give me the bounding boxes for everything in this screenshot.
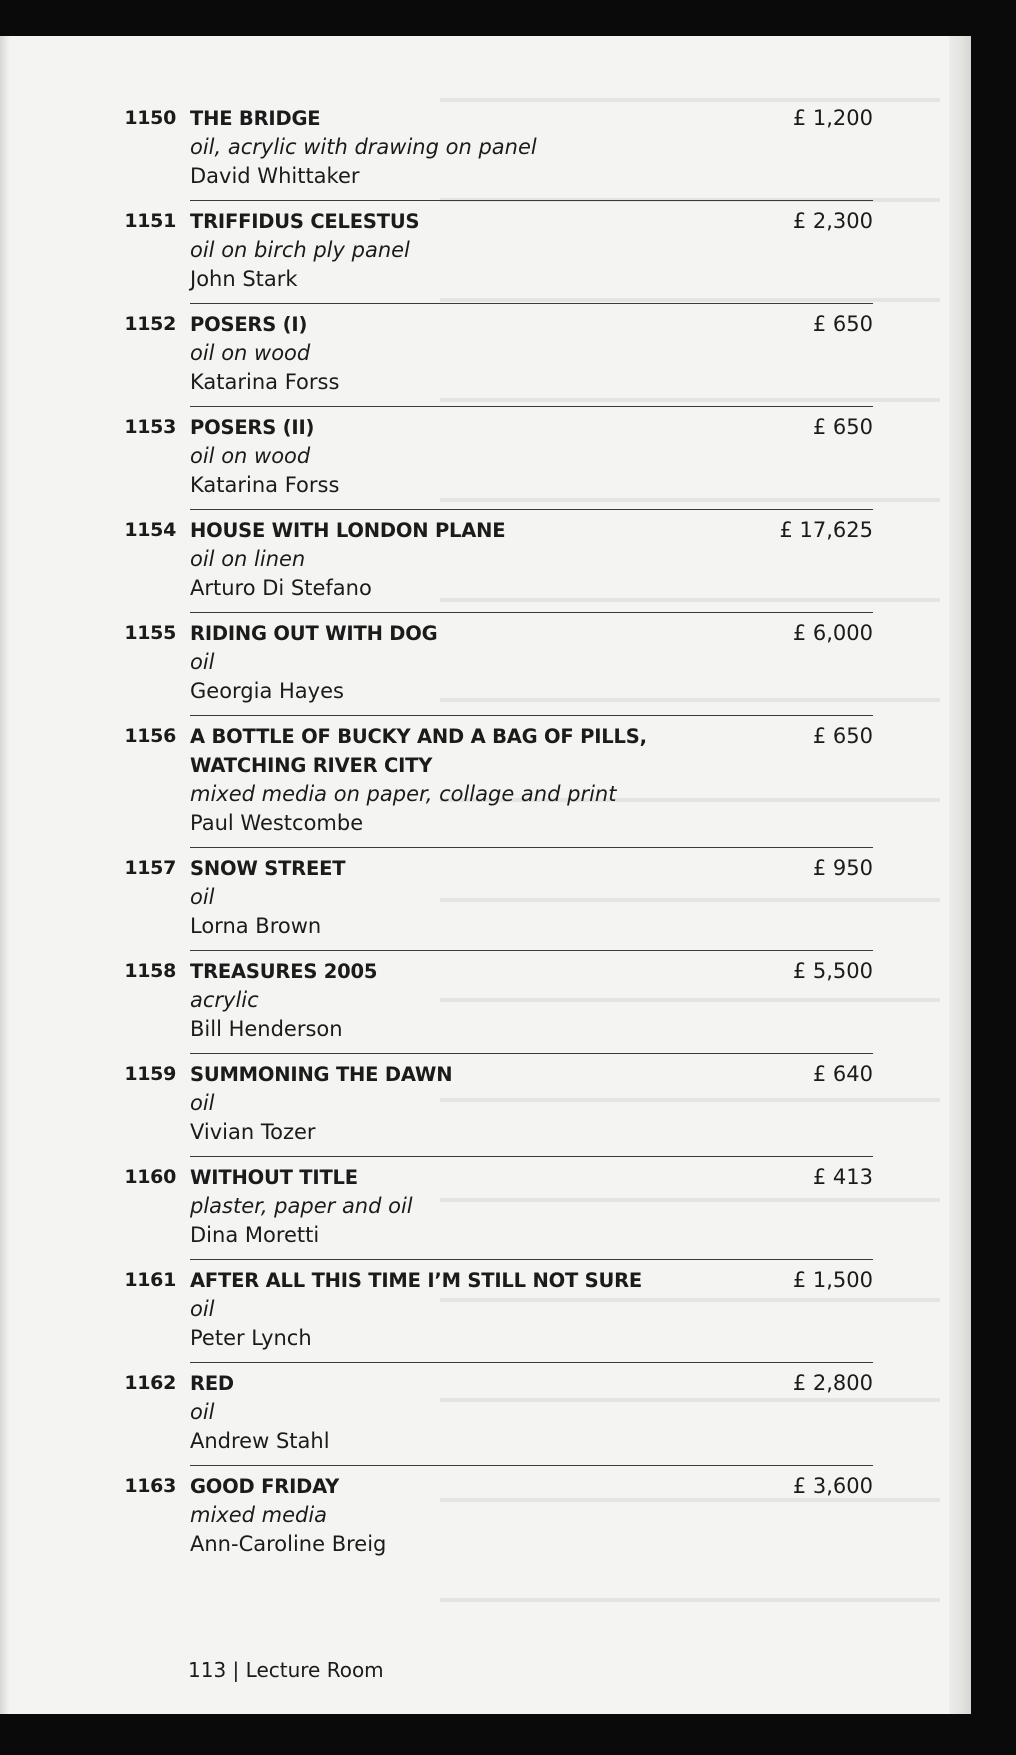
lot-medium: oil — [190, 1400, 215, 1424]
divider-rule — [190, 1053, 873, 1054]
lot-medium: oil — [190, 1091, 215, 1115]
lot-title: THE BRIDGE — [190, 107, 321, 130]
lot-artist: Vivian Tozer — [190, 1120, 316, 1144]
lot-medium: oil on linen — [190, 547, 306, 571]
lot-artist: Paul Westcombe — [190, 811, 364, 835]
lot-number: 1153 — [124, 416, 176, 438]
catalogue-page — [0, 36, 971, 1714]
lot-medium: acrylic — [190, 988, 259, 1012]
lot-title: A BOTTLE OF BUCKY AND A BAG OF PILLS, — [190, 725, 647, 748]
lot-price: £ 6,000 — [792, 621, 873, 645]
lot-number: 1156 — [124, 725, 176, 747]
lot-number: 1162 — [124, 1372, 176, 1394]
lot-number: 1163 — [124, 1475, 176, 1497]
lot-price: £ 17,625 — [779, 518, 873, 542]
lot-title: SUMMONING THE DAWN — [190, 1063, 453, 1086]
lot-details — [190, 722, 790, 838]
lot-price: £ 650 — [812, 415, 873, 439]
lot-price: £ 1,500 — [792, 1268, 873, 1292]
page-edge — [949, 36, 971, 1714]
lot-price: £ 1,200 — [792, 106, 873, 130]
lot-medium: mixed media — [190, 1503, 328, 1527]
lot-medium: oil on wood — [190, 444, 311, 468]
lot-medium: oil on birch ply panel — [190, 238, 410, 262]
lot-artist: Ann-Caroline Breig — [190, 1532, 387, 1556]
lot-price: £ 650 — [812, 312, 873, 336]
lot-title: GOOD FRIDAY — [190, 1475, 340, 1498]
lot-number: 1160 — [124, 1166, 176, 1188]
lot-number: 1158 — [124, 960, 176, 982]
lot-title: RED — [190, 1372, 234, 1395]
lot-title: WITHOUT TITLE — [190, 1166, 358, 1189]
footer-separator: | — [232, 1658, 240, 1682]
divider-rule — [190, 1362, 873, 1363]
lot-artist: John Stark — [190, 267, 298, 291]
lot-artist: Georgia Hayes — [190, 679, 344, 703]
lot-details — [190, 1266, 790, 1353]
lot-details — [190, 207, 790, 294]
lot-number: 1161 — [124, 1269, 176, 1291]
divider-rule — [190, 303, 873, 304]
lot-price: £ 650 — [812, 724, 873, 748]
lot-details — [190, 1472, 790, 1559]
lot-details — [190, 1060, 790, 1147]
lot-title: HOUSE WITH LONDON PLANE — [190, 519, 506, 542]
divider-rule — [190, 1156, 873, 1157]
lot-number: 1152 — [124, 313, 176, 335]
divider-rule — [190, 612, 873, 613]
divider-rule — [190, 950, 873, 951]
lot-medium: oil — [190, 885, 215, 909]
lot-medium: mixed media on paper, collage and print — [190, 782, 617, 806]
lot-details — [190, 957, 790, 1044]
divider-rule — [190, 406, 873, 407]
page-gutter-shadow — [0, 36, 10, 1714]
lot-price: £ 2,800 — [792, 1371, 873, 1395]
lot-medium: oil — [190, 1297, 215, 1321]
lot-details — [190, 413, 790, 500]
divider-rule — [190, 509, 873, 510]
lot-artist: Peter Lynch — [190, 1326, 312, 1350]
lot-artist: Katarina Forss — [190, 473, 340, 497]
divider-rule — [190, 200, 873, 201]
lot-price: £ 413 — [812, 1165, 873, 1189]
lot-number: 1151 — [124, 210, 176, 232]
lot-title: SNOW STREET — [190, 857, 346, 880]
page-footer — [188, 1656, 384, 1684]
lot-details — [190, 854, 790, 941]
lot-medium: oil on wood — [190, 341, 311, 365]
lot-artist: Bill Henderson — [190, 1017, 343, 1041]
lot-medium: plaster, paper and oil — [190, 1194, 413, 1218]
section-name: Lecture Room — [245, 1658, 384, 1682]
lot-details — [190, 104, 790, 191]
lot-title: TRIFFIDUS CELESTUS — [190, 210, 420, 233]
divider-rule — [190, 715, 873, 716]
divider-rule — [190, 847, 873, 848]
lot-artist: Andrew Stahl — [190, 1429, 330, 1453]
page-number: 113 — [188, 1658, 227, 1682]
lot-price: £ 950 — [812, 856, 873, 880]
lot-price: £ 5,500 — [792, 959, 873, 983]
lot-artist: Katarina Forss — [190, 370, 340, 394]
lot-title: RIDING OUT WITH DOG — [190, 622, 438, 645]
lot-artist: Lorna Brown — [190, 914, 322, 938]
lot-number: 1155 — [124, 622, 176, 644]
lot-title: POSERS (I) — [190, 313, 308, 336]
lot-medium: oil — [190, 650, 215, 674]
lot-details — [190, 1369, 790, 1456]
lot-details — [190, 310, 790, 397]
lot-details — [190, 516, 790, 603]
lot-details — [190, 619, 790, 706]
lot-title: TREASURES 2005 — [190, 960, 378, 983]
lot-price: £ 3,600 — [792, 1474, 873, 1498]
lot-artist: Dina Moretti — [190, 1223, 320, 1247]
lot-title-continued: WATCHING RIVER CITY — [190, 754, 433, 777]
divider-rule — [190, 1465, 873, 1466]
lot-title: POSERS (II) — [190, 416, 315, 439]
lot-title: AFTER ALL THIS TIME I’M STILL NOT SURE — [190, 1269, 643, 1292]
lot-artist: Arturo Di Stefano — [190, 576, 372, 600]
lot-number: 1154 — [124, 519, 176, 541]
lot-price: £ 640 — [812, 1062, 873, 1086]
lot-details — [190, 1163, 790, 1250]
divider-rule — [190, 1259, 873, 1260]
lot-number: 1157 — [124, 857, 176, 879]
lot-number: 1150 — [124, 107, 176, 129]
lot-artist: David Whittaker — [190, 164, 360, 188]
lot-price: £ 2,300 — [792, 209, 873, 233]
lot-medium: oil, acrylic with drawing on panel — [190, 135, 537, 159]
lot-number: 1159 — [124, 1063, 176, 1085]
